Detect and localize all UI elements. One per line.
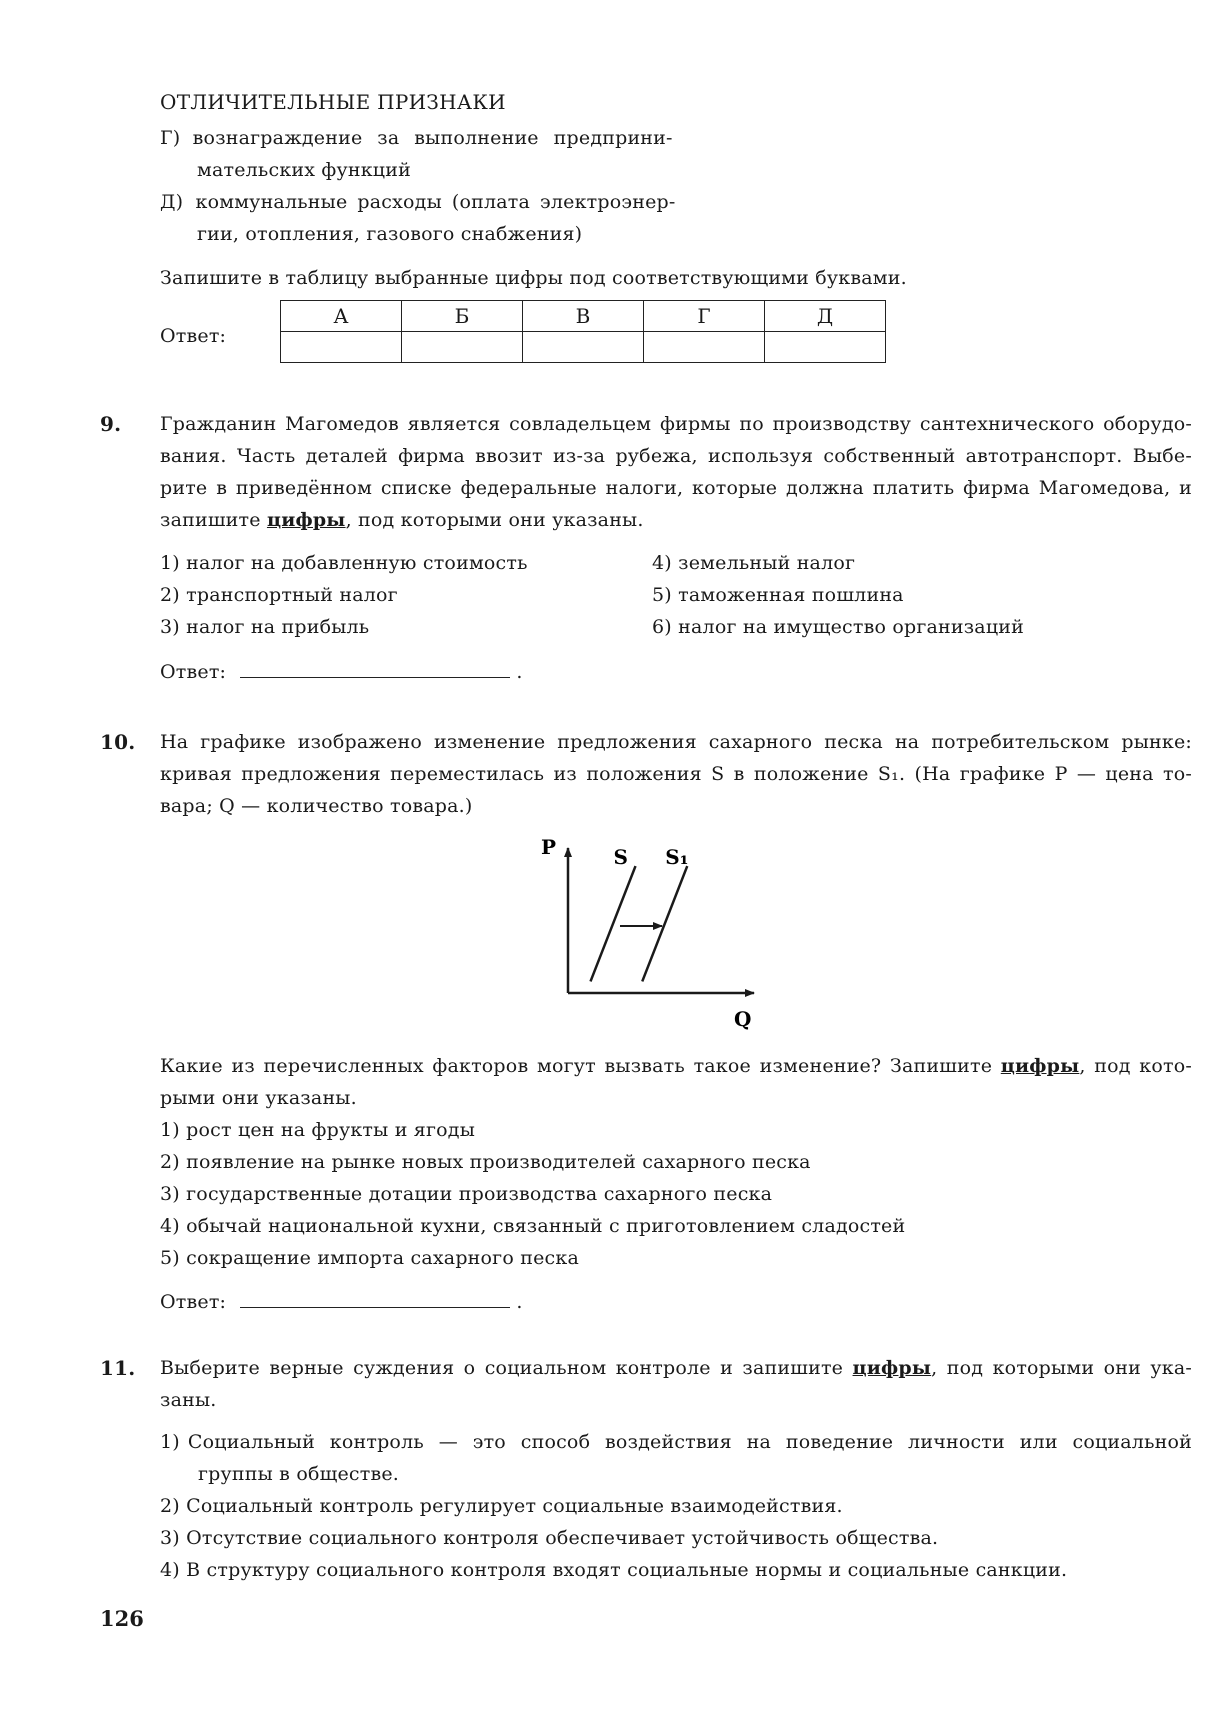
answer-label: Ответ: xyxy=(160,325,227,347)
answer-table xyxy=(280,300,886,363)
answer-blank[interactable] xyxy=(240,659,510,678)
option-text: рост цен на фрукты и ягоды xyxy=(186,1119,476,1141)
answer-line-9 xyxy=(160,656,523,688)
option-text: земельный налог xyxy=(678,552,856,574)
option-text: Отсутствие социального контроля обеспечивает устойчивость общества. xyxy=(186,1527,939,1549)
option-text: государственные дотации производства сахарного песка xyxy=(186,1183,773,1205)
question-line-text: Выберите верные суждения о социальном контроле и запишите xyxy=(160,1357,844,1379)
option-4 xyxy=(652,547,855,579)
list-item-g xyxy=(160,122,673,154)
item-label: Д) xyxy=(160,191,184,213)
option-1 xyxy=(160,547,528,579)
option-3 xyxy=(160,1178,772,1210)
answer-cell[interactable] xyxy=(644,332,765,363)
question-line: На графике изображено изменение предложения сахарного песка на потребительском рынке: xyxy=(160,731,1192,753)
keyword-digits: цифры xyxy=(266,509,346,531)
question-10-prompt xyxy=(160,1050,1192,1114)
question-line: вара; Q — количество товара.) xyxy=(160,795,473,817)
option-text-cont: группы в обществе. xyxy=(198,1463,400,1485)
question-line xyxy=(160,1050,1192,1082)
y-axis-label: P xyxy=(541,835,557,859)
list-item-g-cont: мательских функций xyxy=(197,159,411,181)
option-number: 3) xyxy=(160,1527,180,1549)
option-number: 5) xyxy=(160,1247,180,1269)
answer-label: Ответ: xyxy=(160,1291,227,1313)
option-text: таможенная пошлина xyxy=(678,584,904,606)
option-number: 3) xyxy=(160,1183,180,1205)
option-number: 4) xyxy=(160,1559,180,1581)
answer-table-header: Г xyxy=(644,301,765,332)
question-number-9: 9. xyxy=(100,412,122,436)
curve-label-s1: S₁ xyxy=(665,845,689,870)
question-line-text: запишите xyxy=(160,509,261,531)
answer-dot: . xyxy=(516,661,523,683)
question-line xyxy=(160,1352,1192,1384)
item-text: коммунальные расходы (оплата электроэнер- xyxy=(195,191,676,213)
option-4 xyxy=(160,1210,905,1242)
supply-shift-chart xyxy=(530,830,770,1030)
option-text: сокращение импорта сахарного песка xyxy=(186,1247,579,1269)
option-text: Социальный контроль — это способ воздействия на поведение личности или социальной xyxy=(187,1431,1192,1453)
option-text: появление на рынке новых производителей сахарного песка xyxy=(186,1151,811,1173)
question-10-text xyxy=(160,726,1192,822)
supply-curve-s1 xyxy=(642,866,687,981)
option-number: 3) xyxy=(160,616,180,638)
item-label: Г) xyxy=(160,127,181,149)
option-number: 6) xyxy=(652,616,672,638)
option-number: 1) xyxy=(160,552,180,574)
option-text: обычай национальной кухни, связанный с приготовлением сладостей xyxy=(186,1215,906,1237)
answer-cell[interactable] xyxy=(523,332,644,363)
option-2 xyxy=(160,1146,811,1178)
option-5 xyxy=(160,1242,579,1274)
supply-curve-s xyxy=(591,866,636,981)
question-11-text xyxy=(160,1352,1192,1416)
table-instruction: Запишите в таблицу выбранные цифры под соответствующими буквами. xyxy=(160,267,907,289)
option-number: 2) xyxy=(160,584,180,606)
option-2 xyxy=(160,579,398,611)
answer-table-header: В xyxy=(523,301,644,332)
option-1 xyxy=(160,1114,475,1146)
question-line-text: , под кото- xyxy=(1079,1055,1192,1077)
question-number-11: 11. xyxy=(100,1356,136,1380)
option-6 xyxy=(652,611,1024,643)
x-axis-label: Q xyxy=(734,1007,752,1030)
answer-label: Ответ: xyxy=(160,661,227,683)
option-2 xyxy=(160,1490,843,1522)
option-3 xyxy=(160,1522,938,1554)
question-line: кривая предложения переместилась из положения S в положение S₁. (На графике P — цена то- xyxy=(160,763,1192,785)
option-text: налог на добавленную стоимость xyxy=(186,552,528,574)
keyword-digits: цифры xyxy=(1000,1055,1080,1077)
item-text: вознаграждение за выполнение предприни- xyxy=(192,127,673,149)
option-row xyxy=(160,1426,1192,1458)
question-line: рите в приведённом списке федеральные налоги, которые должна платить фирма Магомедова, и xyxy=(160,477,1192,499)
answer-cell[interactable] xyxy=(402,332,523,363)
question-9-text xyxy=(160,408,1192,536)
option-number: 1) xyxy=(160,1431,180,1453)
option-number: 1) xyxy=(160,1119,180,1141)
option-text: налог на имущество организаций xyxy=(678,616,1024,638)
answer-table-header: Д xyxy=(765,301,886,332)
section-heading: ОТЛИЧИТЕЛЬНЫЕ ПРИЗНАКИ xyxy=(160,90,506,114)
option-number: 4) xyxy=(652,552,672,574)
answer-table-header: А xyxy=(281,301,402,332)
answer-table-header-row xyxy=(281,301,886,332)
option-4 xyxy=(160,1554,1067,1586)
answer-blank[interactable] xyxy=(240,1289,510,1308)
answer-table-input-row xyxy=(281,332,886,363)
option-number: 5) xyxy=(652,584,672,606)
option-text: В структуру социального контроля входят социальные нормы и социальные санкции. xyxy=(186,1559,1068,1581)
answer-dot: . xyxy=(516,1291,523,1313)
question-number-10: 10. xyxy=(100,730,136,754)
question-line: Гражданин Магомедов является совладельцем фирмы по производству сантехнического оборудо- xyxy=(160,413,1192,435)
option-5 xyxy=(652,579,904,611)
keyword-digits: цифры xyxy=(852,1357,932,1379)
option-1 xyxy=(160,1426,1192,1490)
answer-table-header: Б xyxy=(402,301,523,332)
option-text: налог на прибыль xyxy=(186,616,370,638)
option-number: 4) xyxy=(160,1215,180,1237)
option-number: 2) xyxy=(160,1495,180,1517)
question-line-text: , под которыми они указаны. xyxy=(345,509,644,531)
question-line-text: , под которыми они ука- xyxy=(931,1357,1192,1379)
list-item-d-cont: гии, отопления, газового снабжения) xyxy=(197,223,583,245)
question-line: заны. xyxy=(160,1389,217,1411)
answer-cell[interactable] xyxy=(281,332,402,363)
question-line xyxy=(160,504,1192,536)
question-line-text: Какие из перечисленных факторов могут вызвать такое изменение? Запишите xyxy=(160,1055,993,1077)
option-text: Социальный контроль регулирует социальные взаимодействия. xyxy=(186,1495,843,1517)
list-item-d xyxy=(160,186,676,218)
answer-cell[interactable] xyxy=(765,332,886,363)
option-3 xyxy=(160,611,369,643)
option-number: 2) xyxy=(160,1151,180,1173)
option-text: транспортный налог xyxy=(186,584,398,606)
question-line: рыми они указаны. xyxy=(160,1087,357,1109)
answer-line-10 xyxy=(160,1286,523,1318)
question-line: вания. Часть деталей фирма ввозит из-за рубежа, используя собственный автотранспорт. Выбе- xyxy=(160,445,1192,467)
page-number: 126 xyxy=(100,1606,144,1631)
curve-label-s: S xyxy=(613,845,628,870)
